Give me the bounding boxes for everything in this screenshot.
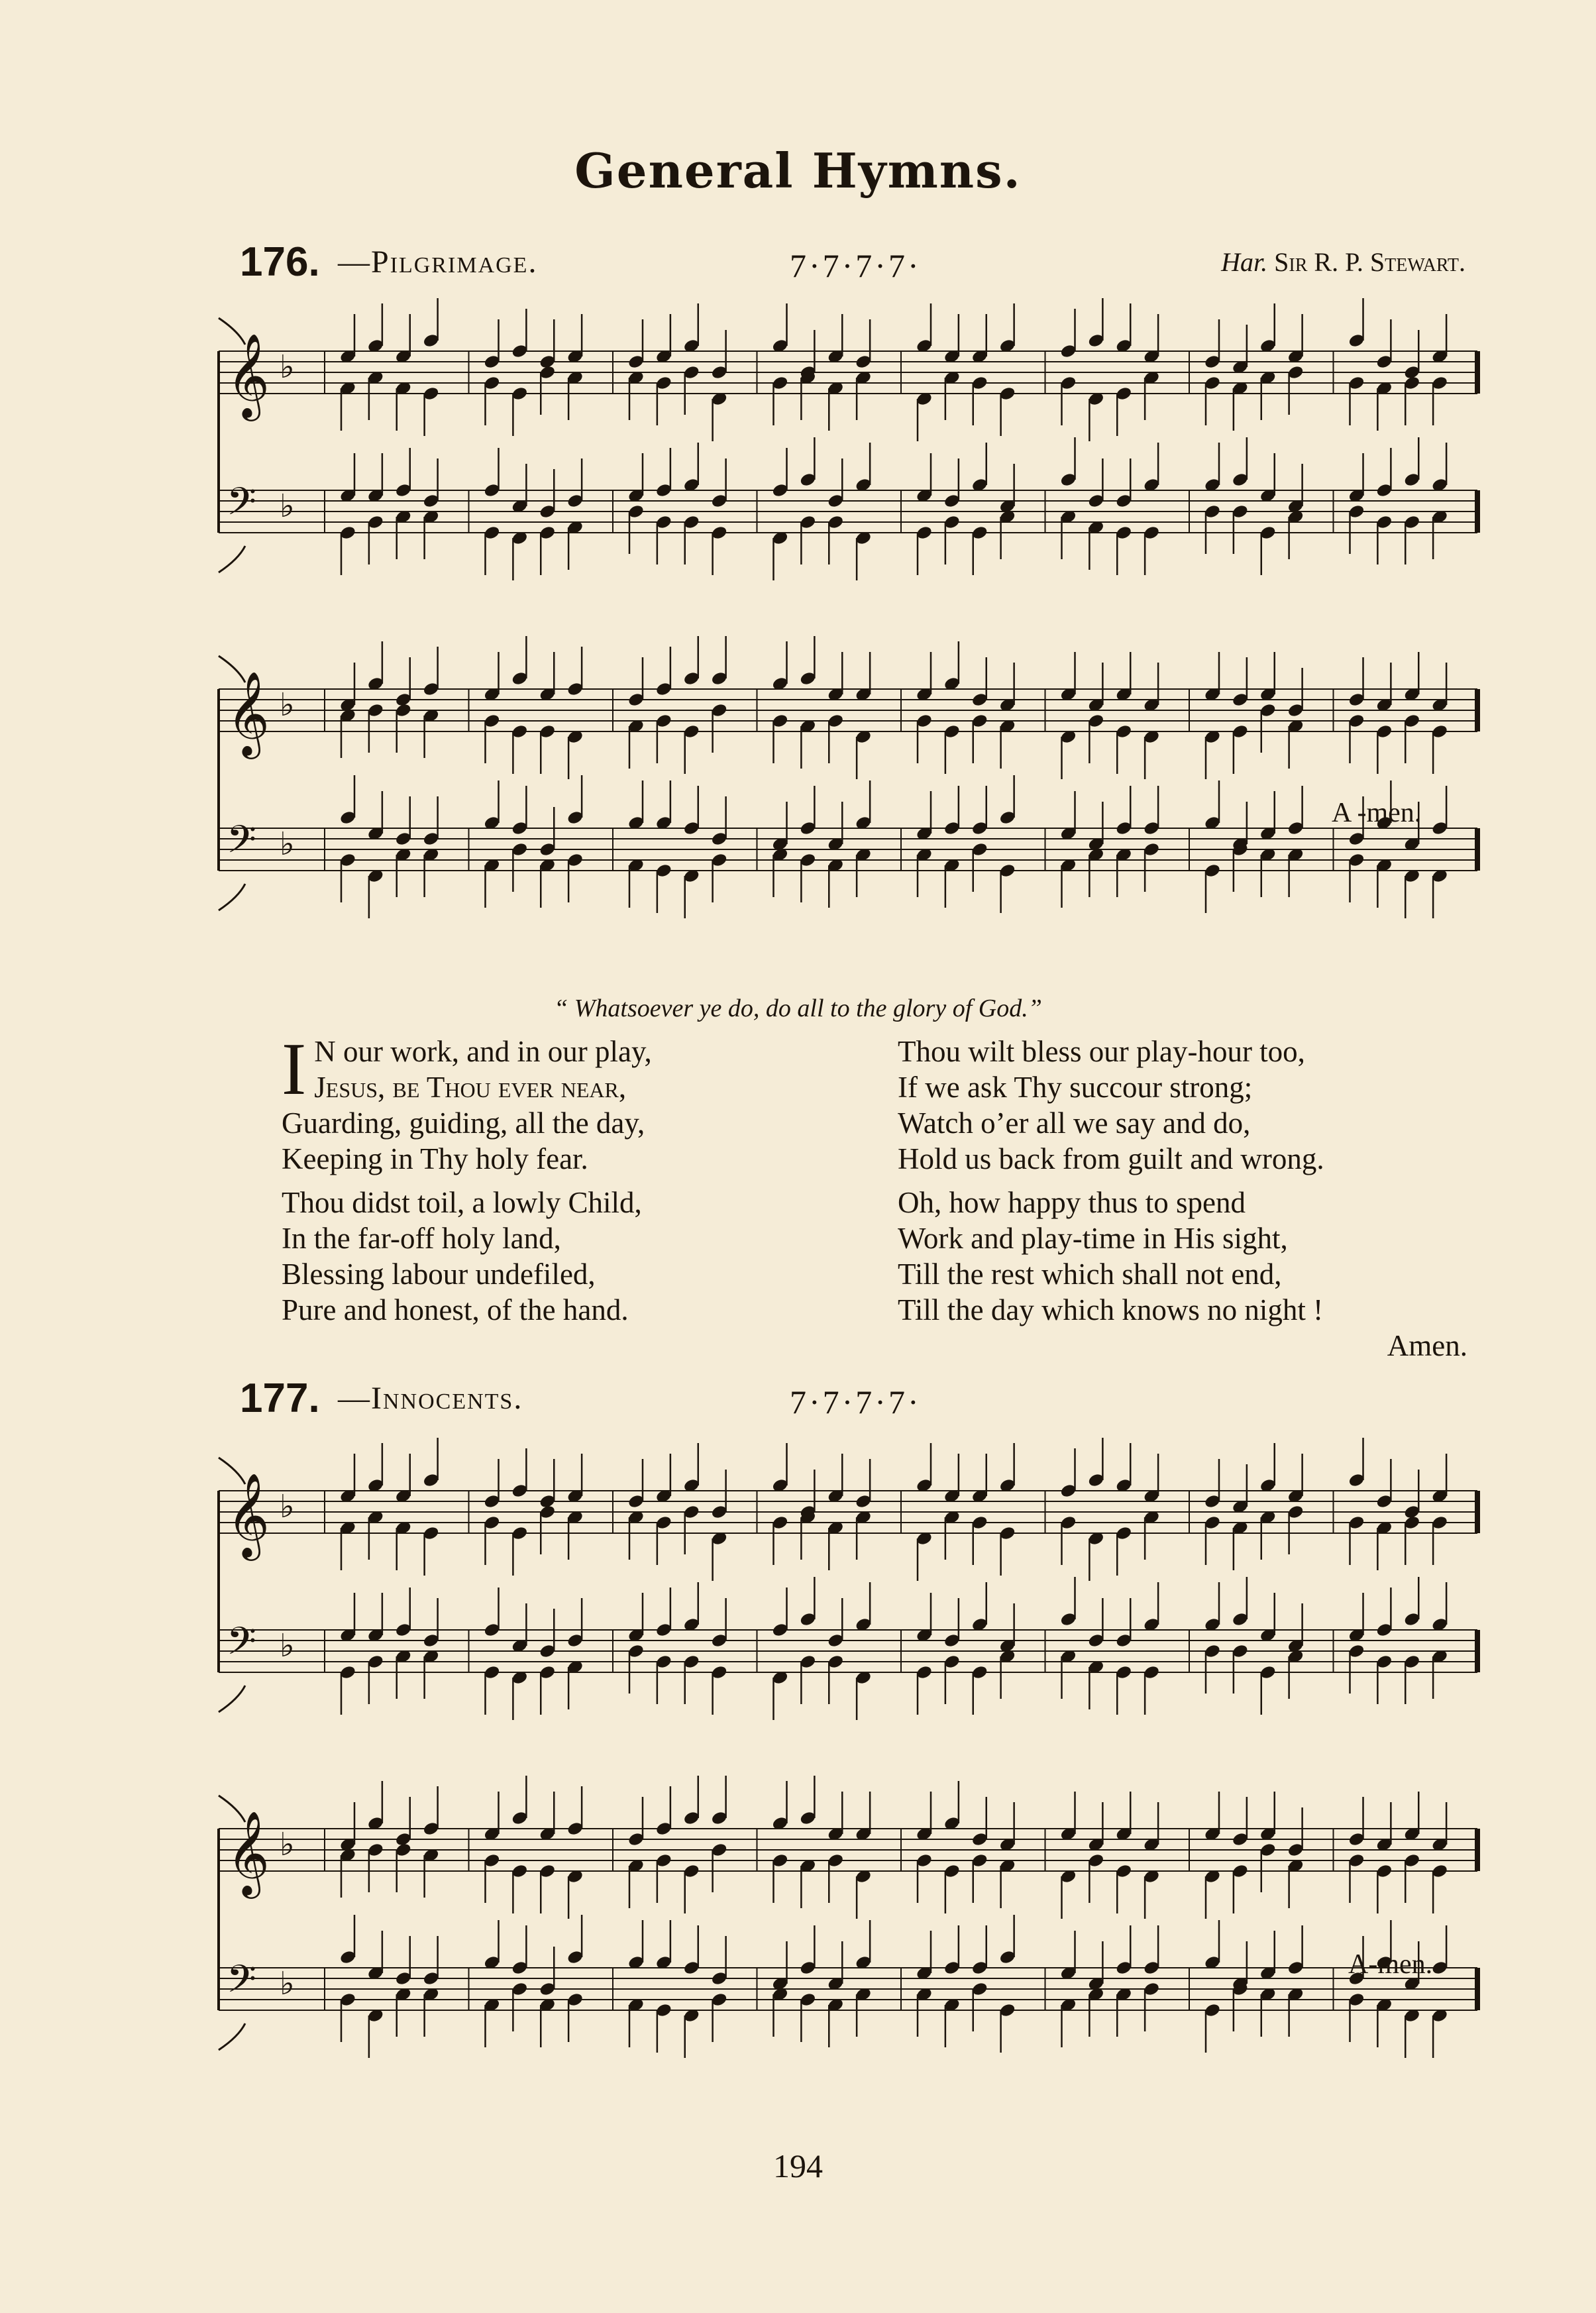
hymn-number: 177.	[240, 1375, 320, 1421]
verse-line: Hold us back from guilt and wrong.	[898, 1142, 1324, 1175]
flat-key-signature-icon: ♭	[280, 686, 295, 724]
harmony-label: Har.	[1221, 247, 1268, 277]
bracket-hook	[219, 546, 245, 572]
verse-line: Work and play-time in His sight,	[898, 1222, 1288, 1255]
verse-amen: Amen.	[1387, 1329, 1467, 1362]
flat-key-signature-icon: ♭	[280, 488, 295, 525]
treble-clef-icon: 𝄞	[227, 1810, 270, 1895]
hymn-tune-name: —Innocents.	[338, 1381, 523, 1416]
hymn-176-score	[199, 292, 1491, 987]
bracket-hook	[219, 2023, 245, 2050]
bass-clef-icon: 𝄢	[227, 817, 257, 871]
verse-line: Watch o’er all we say and do,	[898, 1106, 1251, 1140]
flat-key-signature-icon: ♭	[280, 1488, 295, 1525]
music-notation	[199, 292, 1491, 987]
bass-clef-icon: 𝄢	[227, 1957, 257, 2011]
hymn-number: 176.	[240, 239, 320, 285]
bass-clef-icon: 𝄢	[227, 1619, 257, 1673]
verse-3	[898, 1034, 1467, 1177]
verse-line: Oh, how happy thus to spend	[898, 1186, 1246, 1219]
hymn-composer	[1221, 246, 1465, 278]
page-number: 194	[773, 2147, 823, 2184]
hymn-meter: 7·7·7·7·	[790, 247, 922, 284]
flat-key-signature-icon: ♭	[280, 1826, 295, 1863]
flat-key-signature-icon: ♭	[280, 1627, 295, 1664]
verse-line: Pure and honest, of the hand.	[282, 1293, 629, 1326]
page-title: General Hymns.	[574, 142, 1022, 199]
drop-cap: I	[282, 1028, 307, 1110]
verse-4	[898, 1185, 1467, 1364]
verse-line: Thou wilt bless our play-hour too,	[898, 1035, 1305, 1068]
amen-label: A-men.	[1348, 1949, 1433, 1980]
amen-label: A -men.	[1332, 798, 1422, 828]
hymn-176-header	[240, 239, 1465, 298]
verse-line: In the far-off holy land,	[282, 1222, 561, 1255]
flat-key-signature-icon: ♭	[280, 826, 295, 863]
verse-line: Keeping in Thy holy fear.	[282, 1142, 588, 1175]
music-notation	[199, 1431, 1491, 2127]
verse-column-right	[898, 1034, 1467, 1372]
hymn-tune-name: —Pilgrimage.	[338, 244, 538, 280]
bass-clef-icon: 𝄢	[227, 479, 257, 533]
verse-line: N our work, and in our play,	[314, 1035, 652, 1068]
bracket-hook	[219, 884, 245, 910]
hymn-meter: 7·7·7·7·	[790, 1383, 922, 1421]
flat-key-signature-icon: ♭	[280, 349, 295, 386]
verse-line: If we ask Thy succour strong;	[898, 1071, 1253, 1104]
bracket-hook	[219, 1686, 245, 1712]
treble-clef-icon: 𝄞	[227, 1472, 270, 1557]
verse-line: Till the day which knows no night !	[898, 1293, 1324, 1326]
verse-2	[282, 1185, 825, 1328]
verse-line: Guarding, guiding, all the day,	[282, 1106, 645, 1140]
verse-column-left	[282, 1028, 825, 1336]
epigraph: “ Whatsoever ye do, do all to the glory of God.”	[554, 995, 1042, 1022]
composer-name: Sir R. P. Stewart.	[1274, 247, 1465, 277]
verse-1	[282, 1028, 825, 1177]
verse-line: Jesus, be Thou ever near,	[314, 1071, 627, 1104]
verse-line: Till the rest which shall not end,	[898, 1258, 1282, 1291]
treble-clef-icon: 𝄞	[227, 671, 270, 755]
flat-key-signature-icon: ♭	[280, 1965, 295, 2002]
verse-line: Blessing labour undefiled,	[282, 1258, 596, 1291]
hymn-177-score	[199, 1431, 1491, 2127]
treble-clef-icon: 𝄞	[227, 333, 270, 417]
hymn-177-header	[240, 1375, 1465, 1434]
verse-line: Thou didst toil, a lowly Child,	[282, 1186, 642, 1219]
